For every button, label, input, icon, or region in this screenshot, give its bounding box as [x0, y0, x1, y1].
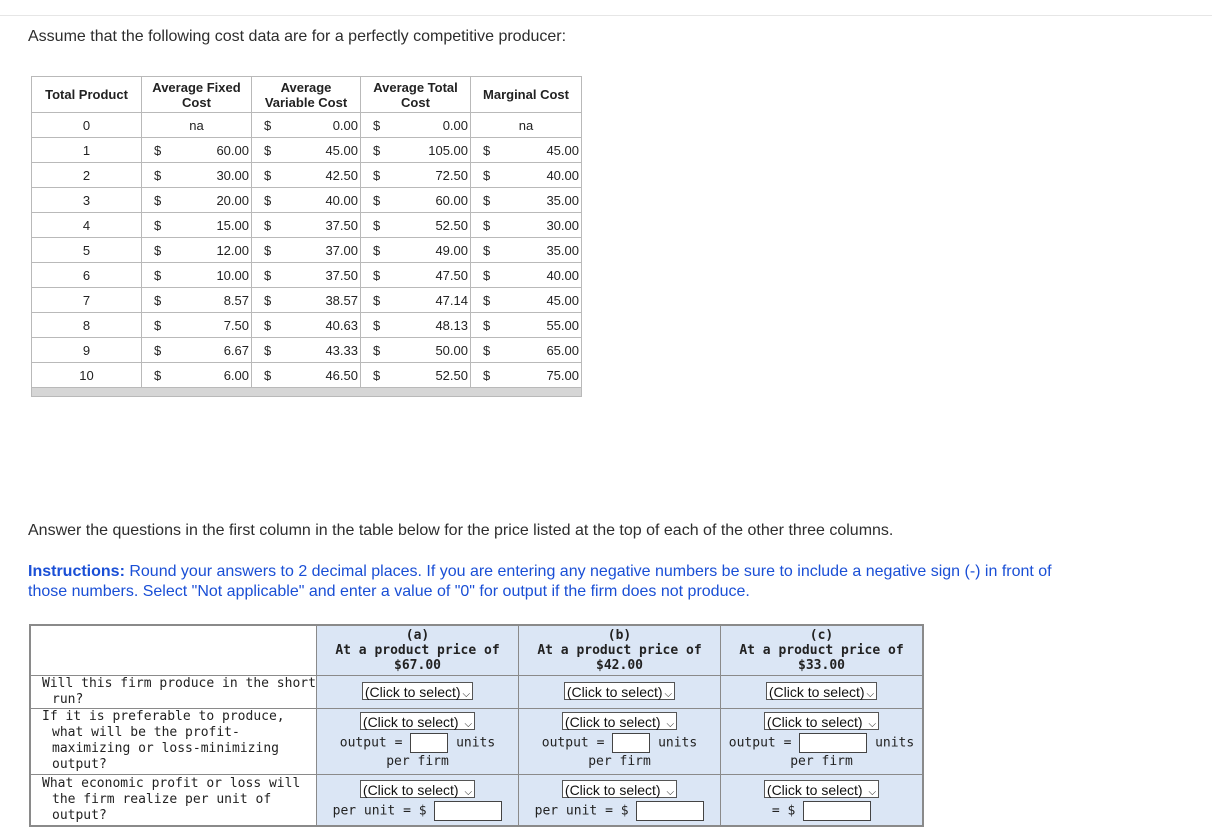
- chevron-down-icon: ⌵: [464, 718, 473, 730]
- afc-cell: 6.00: [194, 363, 252, 388]
- profit-input-c[interactable]: [803, 801, 871, 821]
- produce-select-a[interactable]: (Click to select) ⌵: [362, 682, 473, 700]
- currency-sign: $: [142, 263, 195, 288]
- total-product-cell: 3: [32, 188, 142, 213]
- mc-cell: 40.00: [523, 263, 582, 288]
- total-product-cell: 1: [32, 138, 142, 163]
- answer-b-output: (Click to select) ⌵ output = units per firm: [519, 708, 721, 774]
- afc-cell: 6.67: [194, 338, 252, 363]
- instructions: [28, 562, 1078, 602]
- answer-c-produce: [721, 675, 924, 708]
- currency-sign: $: [252, 213, 305, 238]
- atc-cell: 52.50: [413, 213, 471, 238]
- table-row: [32, 363, 582, 388]
- table-row: [32, 263, 582, 288]
- currency-sign: $: [361, 363, 414, 388]
- avc-cell: 40.63: [304, 313, 361, 338]
- avc-cell: 40.00: [304, 188, 361, 213]
- currency-sign: $: [252, 188, 305, 213]
- atc-cell: 49.00: [413, 238, 471, 263]
- afc-cell: 20.00: [194, 188, 252, 213]
- currency-sign: $: [142, 213, 195, 238]
- mc-cell: 45.00: [523, 288, 582, 313]
- atc-cell: 50.00: [413, 338, 471, 363]
- total-product-cell: 8: [32, 313, 142, 338]
- atc-cell: 47.50: [413, 263, 471, 288]
- mc-cell: 65.00: [523, 338, 582, 363]
- table-row: [32, 238, 582, 263]
- intro-text: Assume that the following cost data are for a perfectly competitive producer:: [28, 28, 567, 45]
- output-input-b[interactable]: [612, 733, 650, 753]
- profit-select-b[interactable]: (Click to select) ⌵: [562, 780, 677, 798]
- total-product-cell: 9: [32, 338, 142, 363]
- table-row: [32, 188, 582, 213]
- mc-cell: 55.00: [523, 313, 582, 338]
- chevron-down-icon: ⌵: [868, 786, 877, 798]
- currency-sign: $: [361, 288, 414, 313]
- table-row: [32, 138, 582, 163]
- header-afc: Average Fixed Cost: [142, 77, 252, 113]
- answer-a-output: (Click to select) ⌵ output = units per firm: [317, 708, 519, 774]
- mc-cell: 75.00: [523, 363, 582, 388]
- afc-cell: 30.00: [194, 163, 252, 188]
- atc-cell: 60.00: [413, 188, 471, 213]
- currency-sign: $: [252, 313, 305, 338]
- mc-cell: 45.00: [523, 138, 582, 163]
- chevron-down-icon: ⌵: [464, 786, 473, 798]
- currency-sign: $: [142, 313, 195, 338]
- afc-cell: 15.00: [194, 213, 252, 238]
- column-header-b: (b) At a product price of $42.00: [519, 625, 721, 675]
- table-row: [32, 288, 582, 313]
- total-product-cell: 10: [32, 363, 142, 388]
- top-bar: [0, 0, 1212, 16]
- currency-sign: $: [471, 263, 524, 288]
- avc-cell: 46.50: [304, 363, 361, 388]
- afc-cell: 10.00: [194, 263, 252, 288]
- table-footer: [32, 388, 582, 397]
- avc-cell: 42.50: [304, 163, 361, 188]
- profit-input-b[interactable]: [636, 801, 704, 821]
- avc-cell: 38.57: [304, 288, 361, 313]
- currency-sign: $: [252, 263, 305, 288]
- afc-cell: na: [142, 113, 252, 138]
- currency-sign: $: [471, 163, 524, 188]
- afc-cell: 8.57: [194, 288, 252, 313]
- instructions-text: Round your answers to 2 decimal places. If you are entering any negative numbers be sure to include a negative sign (-) in front of those numbers. Select "Not applicable" and enter a value of "0" for output if the firm does not produce.: [28, 563, 1052, 600]
- chevron-down-icon: ⌵: [868, 718, 877, 730]
- currency-sign: $: [361, 163, 414, 188]
- answer-c-profit: (Click to select) ⌵ = $: [721, 774, 924, 826]
- currency-sign: $: [361, 313, 414, 338]
- currency-sign: $: [142, 188, 195, 213]
- output-type-select-c[interactable]: (Click to select) ⌵: [764, 712, 879, 730]
- currency-sign: $: [471, 188, 524, 213]
- chevron-down-icon: ⌵: [664, 689, 673, 700]
- atc-cell: 48.13: [413, 313, 471, 338]
- question-table: [29, 624, 924, 827]
- avc-cell: 0.00: [304, 113, 361, 138]
- table-row: [32, 338, 582, 363]
- currency-sign: $: [361, 213, 414, 238]
- avc-cell: 37.00: [304, 238, 361, 263]
- mc-cell: na: [471, 113, 582, 138]
- output-type-select-a[interactable]: (Click to select) ⌵: [360, 712, 475, 730]
- output-input-c[interactable]: [799, 733, 867, 753]
- currency-sign: $: [471, 363, 524, 388]
- column-header-a: (a) At a product price of $67.00: [317, 625, 519, 675]
- currency-sign: $: [361, 263, 414, 288]
- currency-sign: $: [361, 113, 414, 138]
- currency-sign: $: [471, 238, 524, 263]
- answer-c-output: (Click to select) ⌵ output = units per firm: [721, 708, 924, 774]
- currency-sign: $: [252, 138, 305, 163]
- currency-sign: $: [471, 138, 524, 163]
- currency-sign: $: [252, 113, 305, 138]
- output-type-select-b[interactable]: (Click to select) ⌵: [562, 712, 677, 730]
- currency-sign: $: [471, 338, 524, 363]
- afc-cell: 12.00: [194, 238, 252, 263]
- avc-cell: 43.33: [304, 338, 361, 363]
- profit-input-a[interactable]: [434, 801, 502, 821]
- currency-sign: $: [252, 338, 305, 363]
- answer-a-produce: [317, 675, 519, 708]
- answer-b-produce: [519, 675, 721, 708]
- table-footer-bar: [32, 388, 582, 397]
- header-total-product: Total Product: [32, 77, 142, 113]
- currency-sign: $: [471, 313, 524, 338]
- currency-sign: $: [252, 363, 305, 388]
- profit-select-a[interactable]: (Click to select) ⌵: [360, 780, 475, 798]
- answer-a-profit: (Click to select) ⌵ per unit = $: [317, 774, 519, 826]
- atc-cell: 72.50: [413, 163, 471, 188]
- currency-sign: $: [361, 138, 414, 163]
- question-output: If it is preferable to produce, what will be the profit-maximizing or loss-minimizing output?: [30, 708, 317, 774]
- atc-cell: 47.14: [413, 288, 471, 313]
- answer-b-profit: (Click to select) ⌵ per unit = $: [519, 774, 721, 826]
- currency-sign: $: [142, 288, 195, 313]
- produce-select-c[interactable]: (Click to select) ⌵: [766, 682, 877, 700]
- header-atc: Average Total Cost: [361, 77, 471, 113]
- mc-cell: 40.00: [523, 163, 582, 188]
- total-product-cell: 4: [32, 213, 142, 238]
- currency-sign: $: [471, 288, 524, 313]
- chevron-down-icon: ⌵: [462, 689, 471, 700]
- column-header-c: (c) At a product price of $33.00: [721, 625, 924, 675]
- chevron-down-icon: ⌵: [866, 689, 875, 700]
- currency-sign: $: [252, 238, 305, 263]
- avc-cell: 45.00: [304, 138, 361, 163]
- atc-cell: 105.00: [413, 138, 471, 163]
- total-product-cell: 7: [32, 288, 142, 313]
- currency-sign: $: [142, 238, 195, 263]
- question-profit: What economic profit or loss will the firm realize per unit of output?: [30, 774, 317, 826]
- currency-sign: $: [142, 138, 195, 163]
- total-product-cell: 6: [32, 263, 142, 288]
- total-product-cell: 2: [32, 163, 142, 188]
- currency-sign: $: [252, 288, 305, 313]
- currency-sign: $: [142, 363, 195, 388]
- avc-cell: 37.50: [304, 263, 361, 288]
- currency-sign: $: [361, 238, 414, 263]
- total-product-cell: 5: [32, 238, 142, 263]
- profit-select-c[interactable]: (Click to select) ⌵: [764, 780, 879, 798]
- chevron-down-icon: ⌵: [666, 718, 675, 730]
- produce-select-b[interactable]: (Click to select) ⌵: [564, 682, 675, 700]
- currency-sign: $: [142, 338, 195, 363]
- atc-cell: 0.00: [413, 113, 471, 138]
- table-row: [32, 163, 582, 188]
- afc-cell: 60.00: [194, 138, 252, 163]
- mc-cell: 35.00: [523, 238, 582, 263]
- mc-cell: 30.00: [523, 213, 582, 238]
- table-row: [32, 313, 582, 338]
- afc-cell: 7.50: [194, 313, 252, 338]
- table-row: [32, 213, 582, 238]
- header-mc: Marginal Cost: [471, 77, 582, 113]
- cost-data-table: [31, 76, 582, 397]
- answer-intro: Answer the questions in the first column in the table below for the price listed at the top of each of the other three columns.: [28, 522, 894, 539]
- currency-sign: $: [361, 338, 414, 363]
- header-avc: Average Variable Cost: [252, 77, 361, 113]
- question-produce: Will this firm produce in the short run?: [30, 675, 317, 708]
- blank-header: [30, 625, 317, 675]
- table-row: [32, 113, 582, 138]
- currency-sign: $: [142, 163, 195, 188]
- chevron-down-icon: ⌵: [666, 786, 675, 798]
- instructions-label: Instructions:: [28, 563, 125, 580]
- currency-sign: $: [252, 163, 305, 188]
- mc-cell: 35.00: [523, 188, 582, 213]
- avc-cell: 37.50: [304, 213, 361, 238]
- output-input-a[interactable]: [410, 733, 448, 753]
- atc-cell: 52.50: [413, 363, 471, 388]
- currency-sign: $: [471, 213, 524, 238]
- currency-sign: $: [361, 188, 414, 213]
- total-product-cell: 0: [32, 113, 142, 138]
